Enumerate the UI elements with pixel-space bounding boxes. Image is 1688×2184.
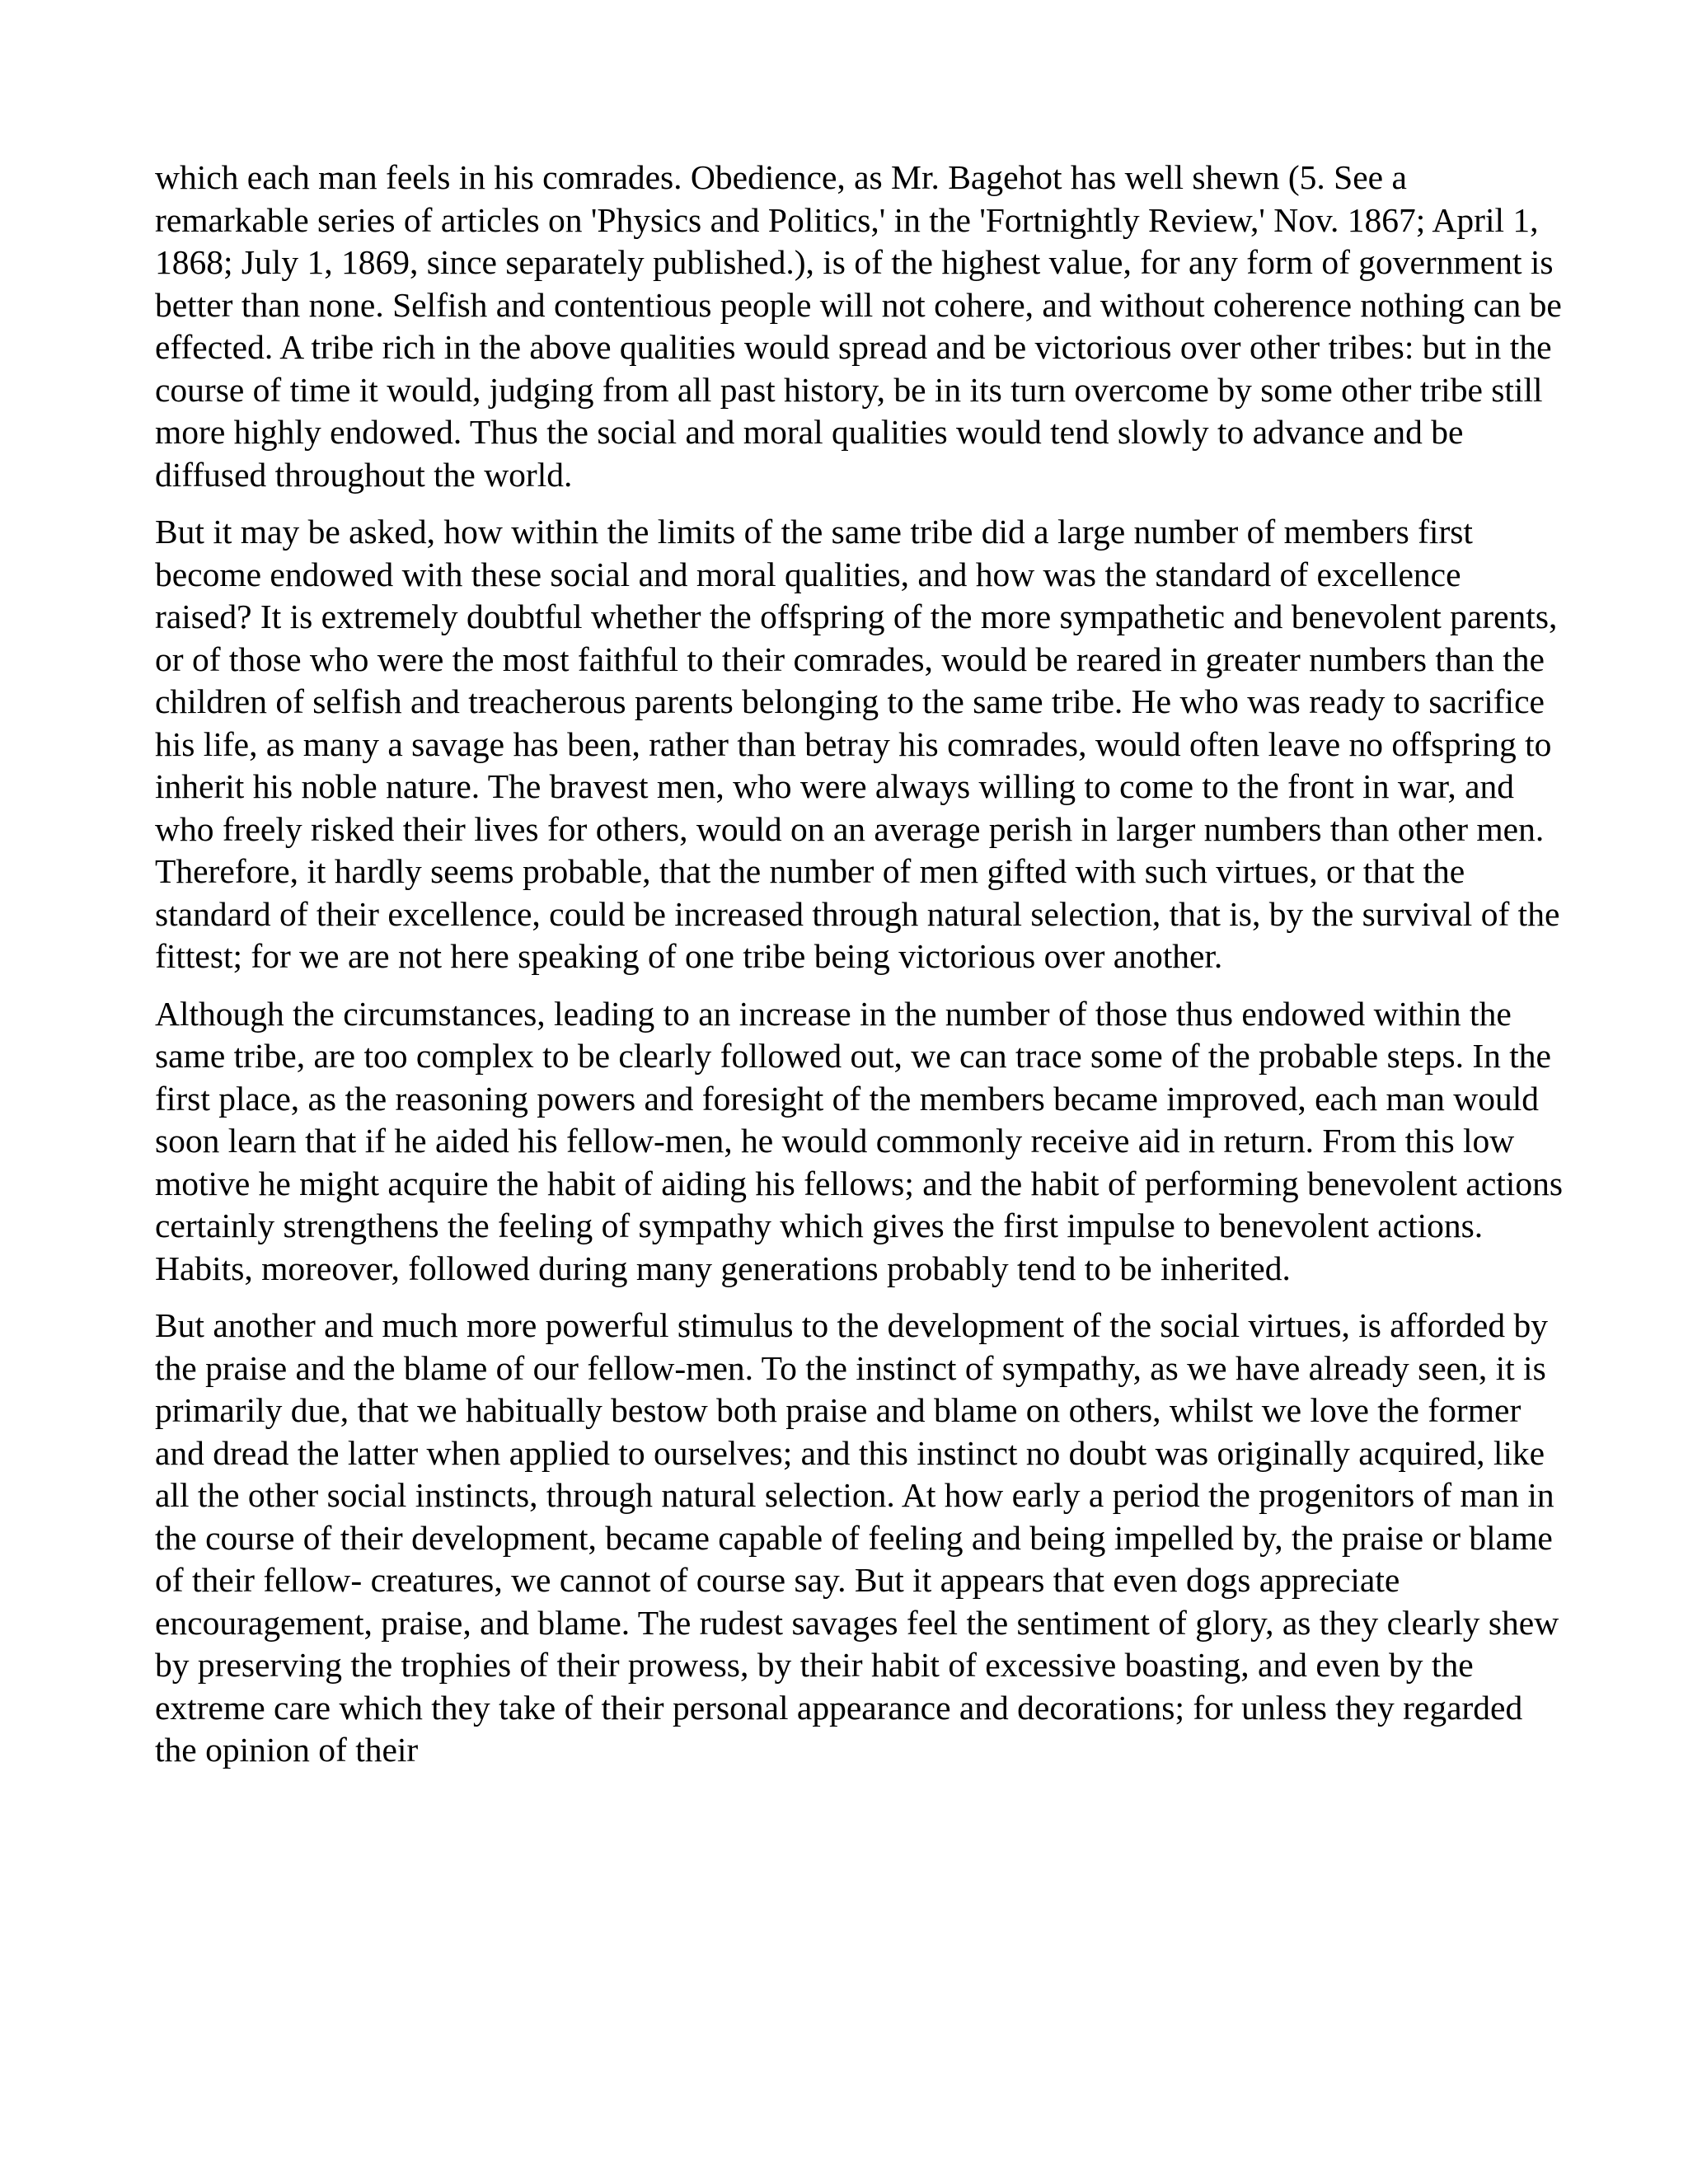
paragraph: But another and much more powerful stimulus to the development of the social virtues, is afforded by the praise and the blame of our fellow-men. To the instinct of sympathy, as we have already seen, it is primarily due, that we habitually bestow both praise and blame on others, whilst we love the former and dread the latter when applied to ourselves; and this instinct no doubt was originally acquired, like all the other social instincts, through natural selection. At how early a period the progenitors of man in the course of their development, became capable of feeling and being impelled by, the praise or blame of their fellow- creatures, we cannot of course say. But it appears that even dogs appreciate encouragement, praise, and blame. The rudest savages feel the sentiment of glory, as they clearly shew by preserving the trophies of their prowess, by their habit of excessive boasting, and even by the extreme care which they take of their personal appearance and decorations; for unless they regarded the opinion of their bbox=[155, 1306, 1559, 1769]
document-page bbox=[155, 157, 1566, 1787]
paragraph: which each man feels in his comrades. Obedience, as Mr. Bagehot has well shewn (5. See a remarkable series of articles on 'Physics and Politics,' in the 'Fortnightly Review,' Nov. 1867; April 1, 1868; July 1, 1869, since separately published.), is of the highest value, for any form of government is better than none. Selfish and contentious people will not cohere, and without coherence nothing can be effected. A tribe rich in the above qualities would spread and be victorious over other tribes: but in the course of time it would, judging from all past history, be in its turn overcome by some other tribe still more highly endowed. Thus the social and moral qualities would tend slowly to advance and be diffused throughout the world. bbox=[155, 158, 1562, 494]
paragraph: Although the circumstances, leading to an increase in the number of those thus endowed within the same tribe, are too complex to be clearly followed out, we can trace some of the probable steps. In the first place, as the reasoning powers and foresight of the members became improved, each man would soon learn that if he aided his fellow-men, he would commonly receive aid in return. From this low motive he might acquire the habit of aiding his fellows; and the habit of performing benevolent actions certainly strengthens the feeling of sympathy which gives the first impulse to benevolent actions. Habits, moreover, followed during many generations probably tend to be inherited. bbox=[155, 994, 1563, 1287]
paragraph: But it may be asked, how within the limits of the same tribe did a large number of members first become endowed with these social and moral qualities, and how was the standard of excellence raised? It is extremely doubtful whether the offspring of the more sympathetic and benevolent parents, or of those who were the most faithful to their comrades, would be reared in greater numbers than the children of selfish and treacherous parents belonging to the same tribe. He who was ready to sacrifice his life, as many a savage has been, rather than betray his comrades, would often leave no offspring to inherit his noble nature. The bravest men, who were always willing to come to the front in war, and who freely risked their lives for others, would on an average perish in larger numbers than other men. Therefore, it hardly seems probable, that the number of men gifted with such virtues, or that the standard of their excellence, could be increased through natural selection, that is, by the survival of the fittest; for we are not here speaking of one tribe being victorious over another. bbox=[155, 513, 1560, 975]
